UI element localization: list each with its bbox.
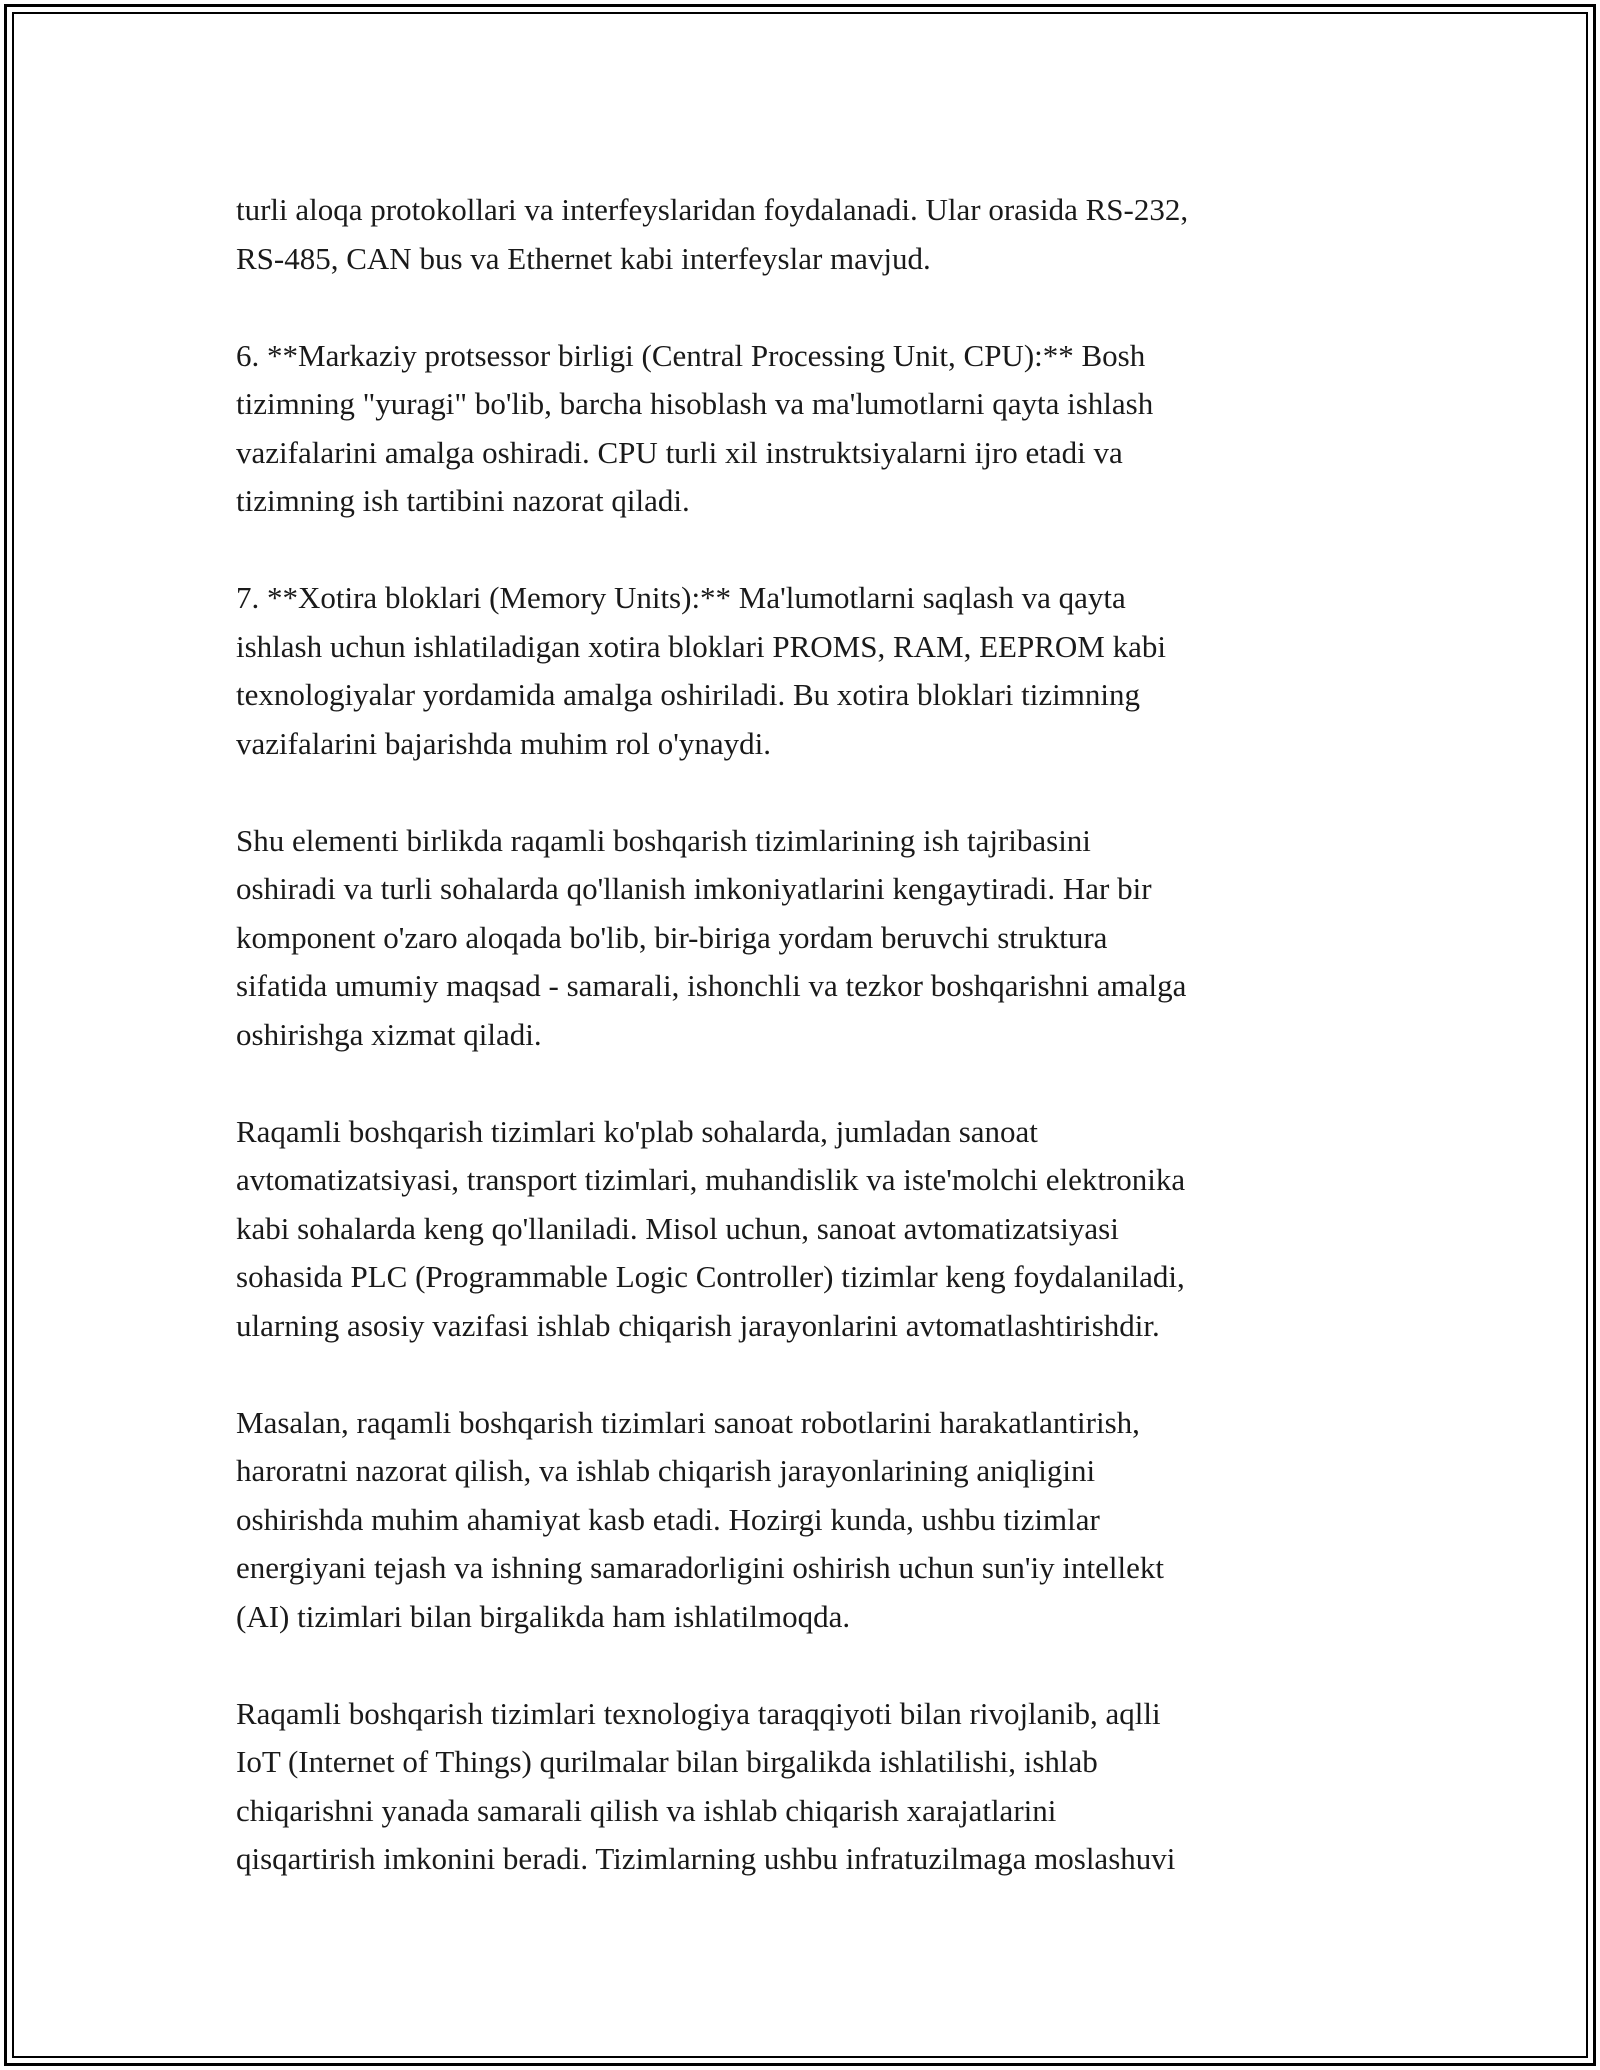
text-line: vazifalarini amalga oshiradi. CPU turli xil instruktsiyalarni ijro etadi va: [236, 434, 1123, 470]
text-line: Masalan, raqamli boshqarish tizimlari sanoat robotlarini harakatlantirish,: [236, 1404, 1140, 1440]
text-line: RS-485, CAN bus va Ethernet kabi interfeyslar mavjud.: [236, 240, 931, 276]
text-line: tizimning ish tartibini nazorat qiladi.: [236, 483, 690, 518]
text-line: qisqartirish imkonini beradi. Tizimlarning ushbu infratuzilmaga moslashuvi: [236, 1841, 1176, 1876]
text-line: kabi sohalarda keng qo'llaniladi. Misol uchun, sanoat avtomatizatsiyasi: [236, 1210, 1119, 1246]
text-line: sohasida PLC (Programmable Logic Controller) tizimlar keng foydalaniladi,: [236, 1259, 1185, 1294]
paragraph-summary: [236, 817, 1384, 1060]
paragraph-applications: [236, 1108, 1384, 1351]
text-line: Raqamli boshqarish tizimlari texnologiya taraqqiyoti bilan rivojlanib, aqlli: [236, 1695, 1161, 1731]
text-line: avtomatizatsiyasi, transport tizimlari, muhandislik va iste'molchi elektronika: [236, 1162, 1186, 1197]
text-line: oshirishga xizmat qiladi.: [236, 1016, 542, 1052]
text-line: energiyani tejash va ishning samaradorligini oshirish uchun sun'iy intellekt: [236, 1550, 1164, 1585]
text-line: komponent o'zaro aloqada bo'lib, bir-biriga yordam beruvchi struktura: [236, 919, 1108, 955]
text-line: ularning asosiy vazifasi ishlab chiqarish jarayonlarini avtomatlashtirishdir.: [236, 1307, 1160, 1343]
text-line: tizimning "yuragi" bo'lib, barcha hisoblash va ma'lumotlarni qayta ishlash: [236, 386, 1154, 421]
text-line: haroratni nazorat qilish, va ishlab chiqarish jarayonlarining aniqligini: [236, 1453, 1096, 1488]
text-line: vazifalarini bajarishda muhim rol o'ynaydi.: [236, 725, 772, 761]
paragraph-cpu: [236, 332, 1384, 526]
paragraph-memory: [236, 574, 1384, 768]
text-line: oshiradi va turli sohalarda qo'llanish imkoniyatlarini kengaytiradi. Har bir: [236, 871, 1152, 906]
text-line: Raqamli boshqarish tizimlari ko'plab sohalarda, jumladan sanoat: [236, 1113, 1038, 1149]
text-line: 6. **Markaziy protsessor birligi (Central Processing Unit, CPU):** Bosh: [236, 337, 1146, 373]
document-body: [236, 186, 1384, 1884]
text-line: 7. **Xotira bloklari (Memory Units):** Ma'lumotlarni saqlash va qayta: [236, 580, 1126, 615]
text-line: IoT (Internet of Things) qurilmalar bilan birgalikda ishlatilishi, ishlab: [236, 1744, 1098, 1779]
paragraph-iot: [236, 1690, 1384, 1884]
text-line: sifatida umumiy maqsad - samarali, ishonchli va tezkor boshqarishni amalga: [236, 968, 1187, 1003]
text-line: ishlash uchun ishlatiladigan xotira bloklari PROMS, RAM, EEPROM kabi: [236, 628, 1166, 664]
text-line: oshirishda muhim ahamiyat kasb etadi. Hozirgi kunda, ushbu tizimlar: [236, 1501, 1100, 1537]
text-line: texnologiyalar yordamida amalga oshiriladi. Bu xotira bloklari tizimning: [236, 677, 1140, 712]
paragraph-interfaces: [236, 186, 1384, 283]
text-line: Shu elementi birlikda raqamli boshqarish tizimlarining ish tajribasini: [236, 822, 1091, 858]
text-line: turli aloqa protokollari va interfeyslaridan foydalanadi. Ular orasida RS-232,: [236, 192, 1189, 227]
text-line: chiqarishni yanada samarali qilish va ishlab chiqarish xarajatlarini: [236, 1792, 1057, 1828]
text-line: (AI) tizimlari bilan birgalikda ham ishlatilmoqda.: [236, 1598, 851, 1634]
paragraph-examples: [236, 1399, 1384, 1642]
